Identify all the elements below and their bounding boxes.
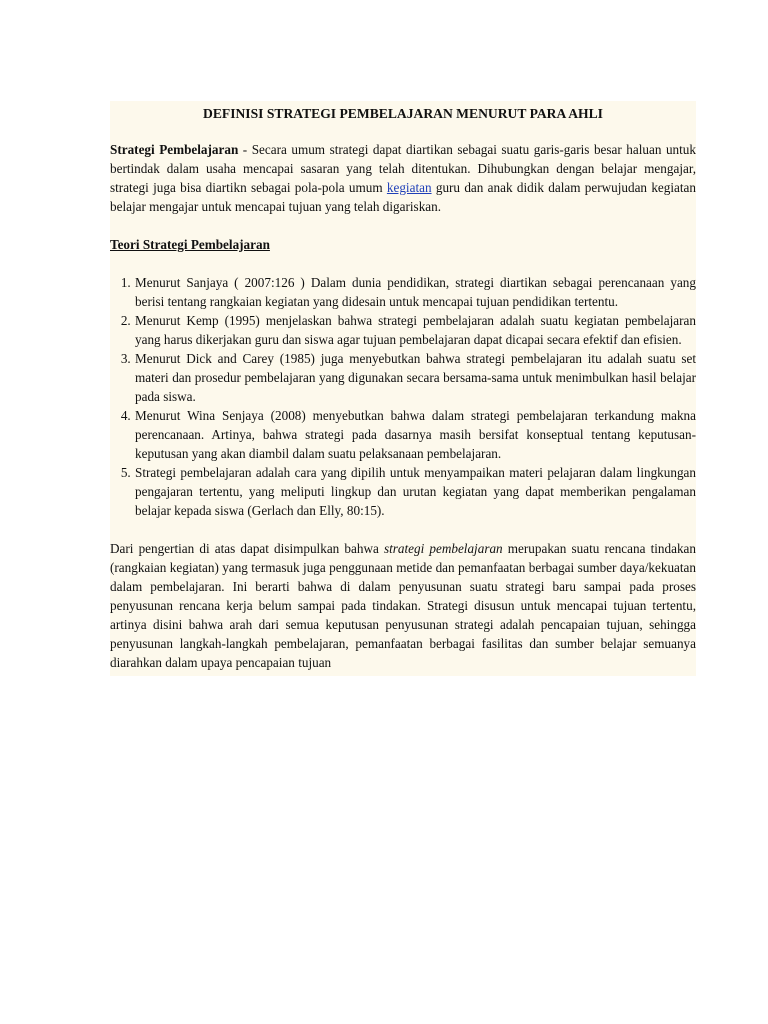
intro-text-before-link: - Secara umum strategi dapat diartikan sebagai suatu garis-garis besar haluan untuk bertindak dalam usaha mencapai sasaran yang telah ditentukan. Dihubungkan dengan belajar mengajar, strategi juga bisa diartikn sebagai pola-pola umum — [110, 142, 696, 195]
conclusion-paragraph — [110, 539, 696, 672]
list-item: 5. Strategi pembelajaran adalah cara yang dipilih untuk menyampaikan materi pelajaran dalam lingkungan pengajaran tertentu, yang meliputi lingkup dan urutan kegiatan yang dapat memberikan pengalaman belajar kepada siswa (Gerlach dan Elly, 80:15). — [134, 463, 696, 520]
kegiatan-link[interactable]: kegiatan — [386, 180, 432, 195]
section-heading: Teori Strategi Pembelajaran — [110, 237, 270, 252]
list-item: 2. Menurut Kemp (1995) menjelaskan bahwa strategi pembelajaran adalah suatu kegiatan pembelajaran yang harus dikerjakan guru dan siswa agar tujuan pembelajaran dapat dicapai secara efektif dan efisien. — [134, 311, 696, 349]
conclusion-text-after: merupakan suatu rencana tindakan (rangkaian kegiatan) yang termasuk juga penggunaan metide dan pemanfaatan berbagai sumber daya/kekuatan dalam pembelajaran. Ini berarti bahwa di dalam penyusunan suatu strategi baru sampai pada proses penyusunan rencana kerja belum sampai pada tindakan. Strategi disusun untuk mencapai tujuan tertentu, artinya disini bahwa arah dari semua keputusan penyusunan strategi adalah pencapaian tujuan, sehingga penyusunan langkah-langkah pembelajaran, pemanfaatan berbagai fasilitas dan sumber belajar semuanya diarahkan dalam upaya pencapaian tujuan — [110, 541, 696, 670]
document-page — [110, 101, 696, 676]
intro-text-after-link: guru dan anak didik dalam perwujudan kegiatan belajar mengajar untuk mencapai tujuan yang telah digariskan. — [110, 180, 696, 214]
conclusion-emphasis: strategi pembelajaran — [383, 541, 503, 556]
theory-list — [110, 273, 696, 520]
list-item: 4. Menurut Wina Senjaya (2008) menyebutkan bahwa dalam strategi pembelajaran terkandung makna perencanaan. Artinya, bahwa strategi pada dasarnya masih bersifat konseptual tentang keputusan-keputusan yang akan diambil dalam suatu pelaksanaan pembelajaran. — [134, 406, 696, 463]
document-title: DEFINISI STRATEGI PEMBELAJARAN MENURUT PARA AHLI — [203, 106, 603, 121]
intro-paragraph — [110, 140, 696, 216]
list-item: 3. Menurut Dick and Carey (1985) juga menyebutkan bahwa strategi pembelajaran itu adalah suatu set materi dan prosedur pembelajaran yang digunakan secara bersama-sama untuk menimbulkan hasil belajar pada siswa. — [134, 349, 696, 406]
list-item: 1. Menurut Sanjaya ( 2007:126 ) Dalam dunia pendidikan, strategi diartikan sebagai perencanaan yang berisi tentang rangkaian kegiatan yang didesain untuk mencapai tujuan pendidikan tertentu. — [134, 273, 696, 311]
intro-term: Strategi Pembelajaran — [110, 142, 239, 157]
conclusion-text-before: Dari pengertian di atas dapat disimpulkan bahwa — [110, 541, 384, 556]
